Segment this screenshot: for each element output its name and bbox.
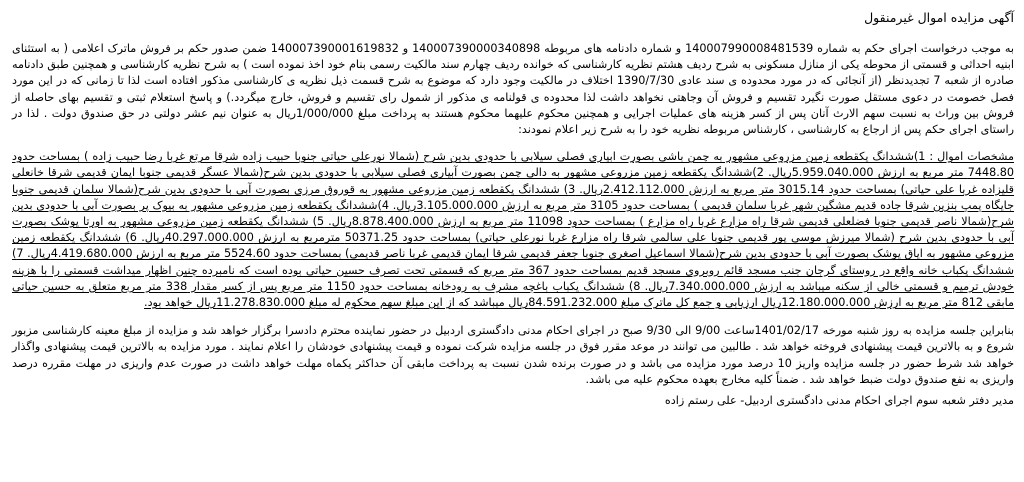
- intro-paragraph: به موجب درخواست اجرای حکم به شماره 14000799000848153‌9 و شماره دادنامه های مربوطه 14000739000034089‌8 و 14000739000161983‌2 ضمن صدور حکم بر فروش ماترک اعلامی ( به استثنای ابنیه احداثی و قسمتی از محوطه یکی از منازل مسکونی به شرح ردیف هشتم نظریه کارشناسی که خوانده ردیف چهارم سند مالکیت رسمی بنام خود اخذ نموده است ) به شرح نظریه کارشناسی و همچنین طبق دادنامه صادره از شعبه 7 تجدیدنظر (از آنجائی که در مورد محدوده ی سند عادی 1390/7/30 اختلاف در مالکیت وجود دارد که موضوع به شرح قسمت ذیل نظریه ی کارشناسی مذکور افتاده است لذا تا زمانی که در این مورد فصل خصومت در دعوی مستقل صورت نگیرد تقسیم و فروش آن وجاهتی نخواهد داشت لذا محدوده ی قولنامه ی مذکور از شمول رای تقسیم و فروش، خارج میگردد.) و پاسخ استعلام ثبتی و تقسیم بهای حاصله از فروش بین وراث به نسبت سهم الارث آنان پس از کسر هزینه های عملیات اجرایی و همچنین محکوم علیهما محکوم هستند به پرداخت مبلغ 1/000/000ریال به عنوان نیم عشر دولتی در حق صندوق دولت . لذا در راستای اجرای حکم پس از ارجاع به کارشناسی ، کارشناس مربوطه نظریه خود را به شرح زیر اعلام نمودند:: [12, 42, 1015, 137]
- signature-line: مدیر دفتر شعبه سوم اجرای احکام مدنی دادگستری اردبیل- علی رستم زاده: [664, 394, 1014, 408]
- auction-session-paragraph: بنابراین جلسه مزایده به روز شنبه مورخه 1401/02/17ساعت 9/00 الی 9/30 صبح در اجرای احکام مدنی دادگستری اردبیل در حضور نماینده محترم دادسرا برگزار خواهد شد و مزایده از مبلغ معینه کارشناسی مزبور شروع و به بالاترین قیمت پیشنهادی فروخته خواهد شد . طالبین می توانند در موعد مقرر فوق در جلسه مزایده شرکت نموده و قیمت پیشنهادی خودشان را اعلام نمایند . مورد مزایده به بالاترین قیمت پیشنهادی واگذار خواهد شد شرط حضور در جلسه مزایده واریز 10 درصد مورد مزایده می باشد و در صورت برنده شدن نسبت به پرداخت مابقی آن حداکثر یکماه مهلت خواهد داشت در صورت عدم واریزی در مهلت مقرره درصد واریزی به نفع صندوق دولت ضبط خواهد شد . ضمناً کلیه مخارج بعهده محکوم علیه می باشد.: [12, 324, 1014, 386]
- notice-title: آگهی مزایده اموال غیرمنقول: [864, 10, 1014, 25]
- property-specs-paragraph: مشخصات اموال : 1)ششدانگ یکقطعه زمین مزروعی مشهور به چمن باشی بصورت ابیاری فصلی سیلابی با حدودی بدین شرح (شمالا نورعلی حیاتی جنوبا حبیب زاده شرقا مرتع غربا رضا حبیب زاده ) بمساحت حدود 7448.80 متر مربع به ارزش 5.959.040.000ریال. 2)ششدانگ یکقطعه زمین مزروعی مشهور به دالی چمن بصورت آبیاری فصلی سیلابی با حدودی بدین شرح(شمالا عسگر قدیمی جنوبا ایمان قدیمی شرقا خانعلی قلیزاده غربا علی حیاتی) بمساحت حدود 3015.14 متر مربع به ارزش 2.412.112.000ریال. 3) ششدانگ یکقطعه زمین مزروعی مشهور به قوروق مرزی بصورت آبی با حدودی بدین شرح(شمالا سلمان قدیمی جنوبا جایگاه پمپ بنزین شرقا جاده قدیم مشگین شهر غربا سلمان قدیمی ) بمساحت حدود 3105 متر مربع به ارزش 3.105.000.000ریال. 4)ششدانگ یکقطعه زمین مزروعی مشهور به بیوک پر بصورت آبی با حدودی بدین شرح(شمالا ناصر قدیمی جنوبا فضلعلی قدیمی شرقا راه مزارع غربا راه مزارع ) بمساحت حدود 11098 متر مربع به ارزش 8.878.400.000ریال. 5) ششدانگ یکقطعه زمین مزروعی مشهور به اورتا یوشک بصورت آبی با حدودی بدین شرح (شمالا میرزش موسی پور قدیمی جنوبا علی سالمی شرقا راه مزارع غربا نورعلی حیاتی) بمساحت حدود 50371.25 مترمربع به ارزش 40.297.000.000ریال. 6) ششدانگ یکقطعه زمین مزروعی مشهور به ایاق یوشک بصورت آبی با حدودی بدین شرح(شمالا اسماعیل اصغری جنوبا جعفر قدیمی شرقا ایمان قدیمی غربا ناصر قدیمی) بمساحت حدود 5524.60 متر مربع به ارزش 4.419.680.000ریال. 7) ششدانگ یکباب خانه واقع در روستای گرجان جنب مسجد قائم روبروی مسجد قدیم بمساحت حدود 367 متر مربع که قسمتی تحت تصرف حسین حیاتی بوده است که نامبرده چنین اظهار میداشت قسمتی را با هزینه خودش ترمیم و قسمتی خالی از سکنه میباشد به ارزش 7.340.000.000ریال. 8) ششدانگ یکباب باغچه مشرف به رودخانه بمساحت حدود 1150 متر مربع پس از کسر مقدار 338 متر مربع متعلق به حسین حیاتی مابقی 812 متر مربع به ارزش 12.180.000.000ریال ارزیابی و جمع کل ماترک مبلغ 84.591.232.000ریال میباشد که از این مبلغ سهم محکوم له مبلغ 11.278.830.000ریال خواهد بود.: [12, 150, 1015, 310]
